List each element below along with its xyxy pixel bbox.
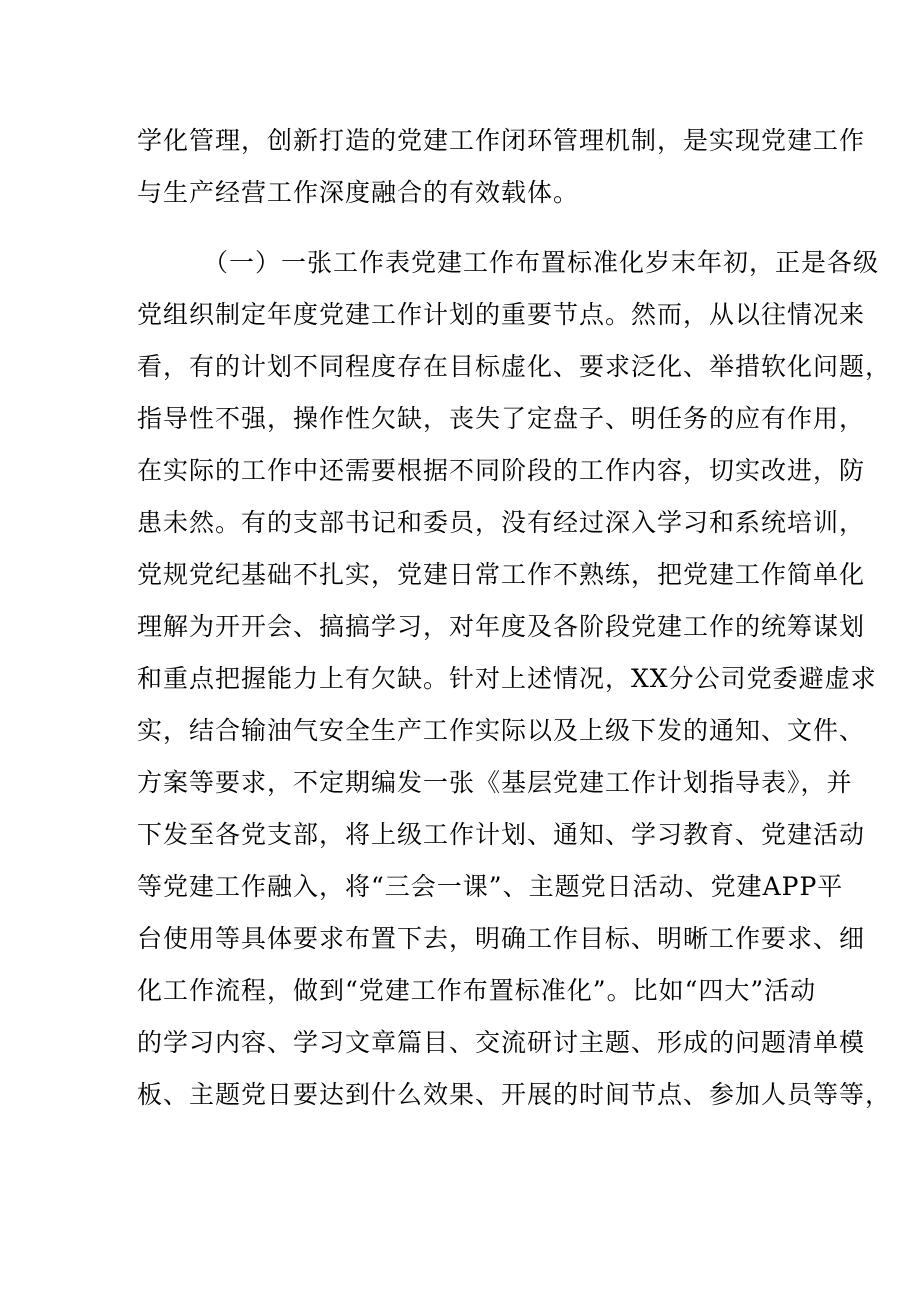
text-line: 的学习内容、学习文章篇目、交流研讨主题、形成的问题清单模	[137, 1028, 866, 1057]
text-line: 板、主题党日要达到什么效果、开展的时间节点、参加人员等等，	[137, 1080, 892, 1109]
text-line: 患未然。有的支部书记和委员，没有经过深入学习和系统培训，	[137, 508, 866, 537]
paragraph-section-one	[137, 237, 892, 1173]
text-line: 党规党纪基础不扎实，党建日常工作不熟练，把党建工作简单化	[137, 560, 866, 589]
text-line: 看，有的计划不同程度存在目标虚化、要求泛化、举措软化问题，	[137, 352, 892, 381]
text-line: 理解为开开会、搞搞学习，对年度及各阶段党建工作的统筹谋划	[137, 612, 866, 641]
text-line: 在实际的工作中还需要根据不同阶段的工作内容，切实改进，防	[137, 456, 866, 485]
text-line: 与生产经营工作深度融合的有效载体。	[137, 178, 580, 207]
section-heading-line: （一）一张工作表党建工作布置标准化岁末年初，正是各级	[203, 248, 880, 277]
text-line: 实，结合输油气安全生产工作实际以及上级下发的通知、文件、	[137, 716, 866, 745]
text-line: 化工作流程，做到“党建工作布置标准化”。比如“四大”活动	[137, 976, 817, 1005]
text-line: 党组织制定年度党建工作计划的重要节点。然而，从以往情况来	[137, 300, 866, 329]
text-line	[137, 1121, 797, 1173]
text-line: 指导性不强，操作性欠缺，丧失了定盘子、明任务的应有作用，	[137, 404, 866, 433]
text-line: 等党建工作融入，将“三会一课”、主题党日活动、党建APP平	[137, 872, 844, 901]
paragraph-continued	[137, 115, 866, 219]
text-line: 和重点把握能力上有欠缺。针对上述情况，XX分公司党委避虚求	[137, 664, 877, 693]
text-line: 下发至各党支部，将上级工作计划、通知、学习教育、党建活动	[137, 820, 866, 849]
text-line: 方案等要求，不定期编发一张《基层党建工作计划指导表》，并	[137, 768, 853, 797]
text-line: 台使用等具体要求布置下去，明确工作目标、明晰工作要求、细	[137, 924, 866, 953]
text-line: 学化管理，创新打造的党建工作闭环管理机制，是实现党建工作	[137, 126, 866, 155]
